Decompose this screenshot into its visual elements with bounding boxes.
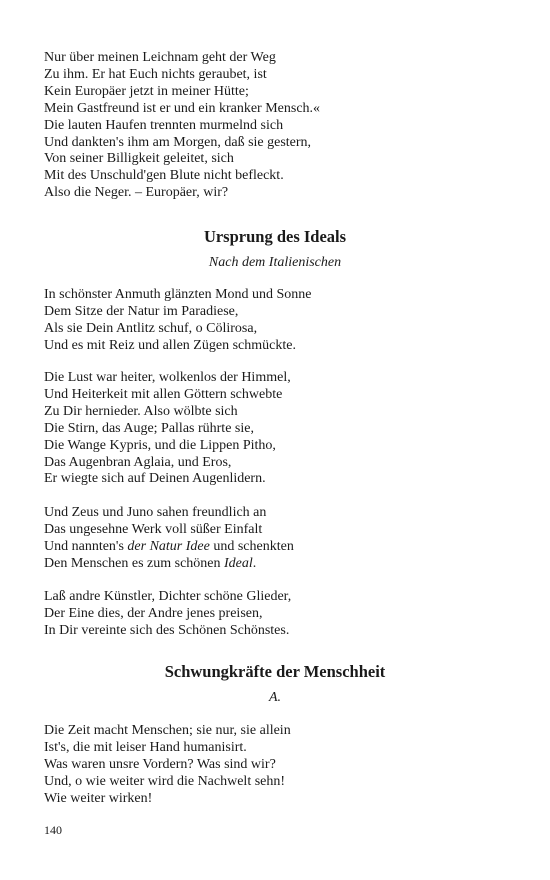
verse-line: Zu Dir hernieder. Also wölbte sich bbox=[44, 403, 238, 419]
verse-line bbox=[44, 556, 514, 573]
verse-line: Und dankten's ihm am Morgen, daß sie gestern, bbox=[44, 134, 312, 150]
verse-emphasis: Ideal bbox=[224, 555, 253, 571]
verse-line: Also die Neger. – Europäer, wir? bbox=[44, 185, 229, 201]
verse-line: Die Stirn, das Auge; Pallas rührte sie, bbox=[44, 420, 254, 436]
verse-text: . bbox=[252, 555, 257, 571]
verse-line: Die lauten Haufen trennten murmelnd sich bbox=[44, 117, 284, 133]
verse-line: Die Lust war heiter, wolkenlos der Himmel, bbox=[44, 370, 291, 385]
poem1-stanza-4 bbox=[44, 589, 514, 640]
verse-line: Und Heiterkeit mit allen Göttern schwebte bbox=[44, 386, 283, 402]
verse-line: Der Eine dies, der Andre jenes preisen, bbox=[44, 605, 263, 621]
verse-line: Ist's, die mit leiser Hand humanisirt. bbox=[44, 739, 247, 755]
verse-line: Zu ihm. Er hat Euch nichts geraubet, ist bbox=[44, 66, 267, 82]
poem-subtitle-a: A. bbox=[268, 690, 282, 705]
verse-line: In Dir vereinte sich des Schönen Schönstes. bbox=[44, 622, 290, 638]
opening-stanza bbox=[44, 50, 514, 202]
verse-line: Mit des Unschuld'gen Blute nicht befleckt. bbox=[44, 168, 284, 184]
verse-line: Mein Gastfreund ist er und ein kranker Mensch.« bbox=[44, 100, 321, 116]
verse-line: Von seiner Billigkeit geleitet, sich bbox=[44, 151, 234, 167]
verse-line: Nur über meinen Leichnam geht der Weg bbox=[44, 50, 276, 65]
verse-line: Laß andre Künstler, Dichter schöne Glieder, bbox=[44, 589, 292, 604]
poem-title-schwungkraefte: Schwungkräfte der Menschheit bbox=[164, 662, 386, 681]
poem1-stanza-2 bbox=[44, 370, 514, 488]
poem-subtitle-ursprung: Nach dem Italienischen bbox=[208, 255, 342, 270]
verse-line bbox=[44, 539, 514, 556]
verse-text: Den Menschen es zum schönen bbox=[44, 555, 225, 571]
verse-line: Das Augenbran Aglaia, und Eros, bbox=[44, 454, 232, 470]
verse-line: Als sie Dein Antlitz schuf, o Cölirosa, bbox=[44, 320, 258, 336]
verse-line: Und Zeus und Juno sahen freundlich an bbox=[44, 505, 267, 520]
verse-line: Wie weiter wirken! bbox=[44, 790, 153, 806]
verse-line: Er wiegte sich auf Deinen Augenlidern. bbox=[44, 471, 266, 487]
poem2-stanza-1 bbox=[44, 723, 514, 808]
poem1-stanza-1 bbox=[44, 287, 514, 355]
verse-line: Was waren unsre Vordern? Was sind wir? bbox=[44, 756, 276, 772]
verse-line: Die Wange Kypris, und die Lippen Pitho, bbox=[44, 437, 276, 453]
poem1-stanza-3 bbox=[44, 505, 514, 573]
verse-line: Dem Sitze der Natur im Paradiese, bbox=[44, 303, 239, 319]
verse-emphasis: der Natur Idee bbox=[127, 538, 210, 554]
verse-line: Und es mit Reiz und allen Zügen schmückte. bbox=[44, 337, 296, 353]
verse-text: Und nannten's bbox=[44, 538, 128, 554]
page-number: 140 bbox=[44, 823, 62, 837]
poem-title-ursprung: Ursprung des Ideals bbox=[203, 227, 347, 246]
verse-line: Und, o wie weiter wird die Nachwelt sehn! bbox=[44, 773, 286, 789]
verse-line: Das ungesehne Werk voll süßer Einfalt bbox=[44, 521, 263, 537]
verse-text: und schenkten bbox=[209, 538, 294, 554]
verse-line: In schönster Anmuth glänzten Mond und Sonne bbox=[44, 287, 312, 302]
verse-line: Die Zeit macht Menschen; sie nur, sie allein bbox=[44, 723, 291, 738]
verse-line: Kein Europäer jetzt in meiner Hütte; bbox=[44, 83, 249, 99]
